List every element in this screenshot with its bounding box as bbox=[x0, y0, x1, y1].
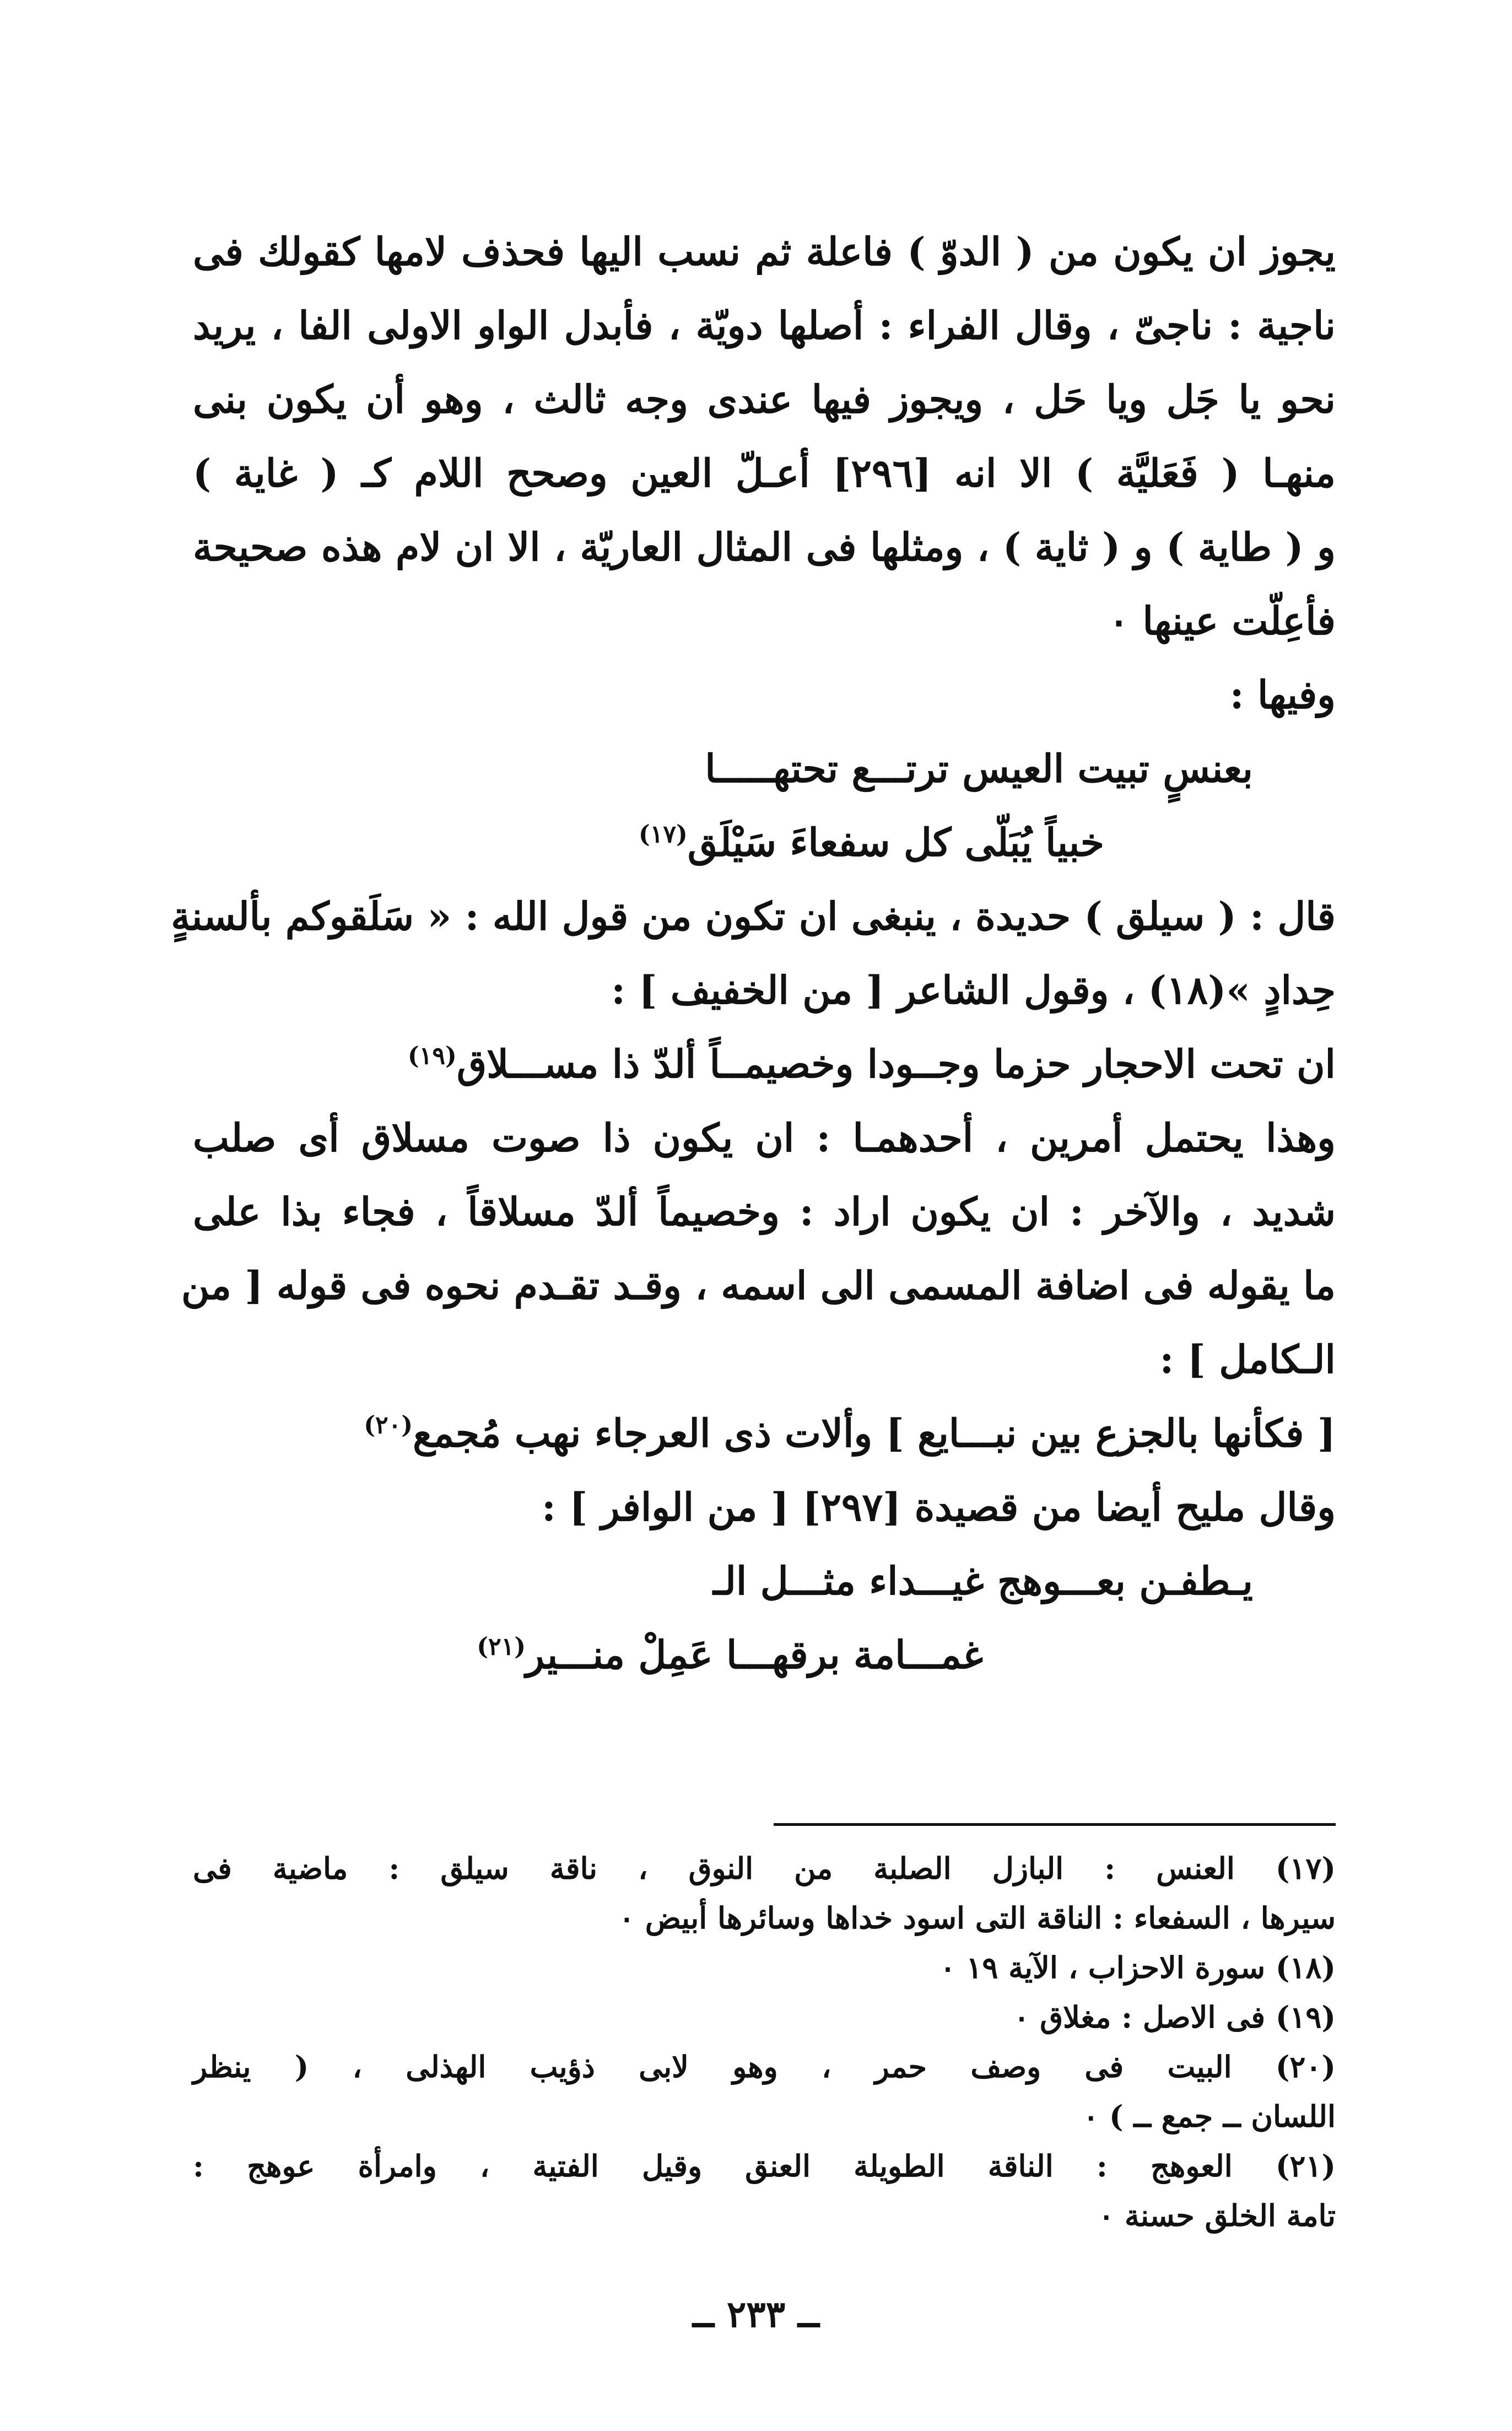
body-line: وفيها : bbox=[1229, 672, 1336, 718]
footnote-line: (٢٠) البيت فى وصف حمر ، وهو لابى ذؤيب الهذلى ، ( ينظر bbox=[193, 2049, 1336, 2084]
footnote-divider bbox=[774, 1823, 1336, 1826]
verse-1-hemistich-2 bbox=[193, 806, 1336, 880]
verse-text: يـطفـن بعـــوهج غيـــداء مثـــل الـ bbox=[713, 1558, 1253, 1604]
body-line: فأعِلّت عينها ٠ bbox=[1108, 598, 1336, 644]
verse-text: خبياً يُبَلّى كل سفعاءَ سَيْلَق bbox=[687, 820, 1104, 865]
body-line: حِدادٍ »(١٨) ، وقول الشاعر [ من الخفيف ] : bbox=[611, 967, 1336, 1013]
footnote-line: سيرها ، السفعاء : الناقة التى اسود خداها وسائرها أبيض ٠ bbox=[618, 1900, 1336, 1936]
footnote-line: (١٩) فى الاصل : مغلاق ٠ bbox=[1013, 1999, 1336, 2035]
verse-text: ان تحت الاحجار حزما وجــودا وخصيمــاً ألدّ ذا مســـلاق bbox=[456, 1041, 1336, 1087]
verse-4-hemistich-2 bbox=[193, 1618, 1336, 1692]
footnote-ref: (١٧) bbox=[638, 820, 688, 849]
verse-text: [ فكأنها بالجزع بين نبـــايع ] وألات ذى العرجاء نهب مُجمع bbox=[413, 1410, 1336, 1456]
page-number: ــ ٢٣٣ ــ bbox=[693, 2293, 819, 2336]
body-line: وقال مليح أيضا من قصيدة [٢٩٧] [ من الوافر ] : bbox=[542, 1484, 1336, 1530]
verse-text: غمـــامة برقهـــا عَمِلْ منـــير bbox=[526, 1632, 983, 1678]
verse-3 bbox=[193, 1397, 1336, 1470]
footnotes bbox=[193, 1844, 1336, 2240]
body-line: منهـا ( فَعَليَّة ) الا انه [٢٩٦] أعـلّ العين وصحح اللام كـ ( غاية ) bbox=[193, 450, 1336, 496]
body-line: ناجية : ناجىّ ، وقال الفراء : أصلها دويّة ، فأبدل الواو الاولى الفا ، يريد bbox=[193, 303, 1336, 348]
footnote-line: اللسان ــ جمع ــ ) ٠ bbox=[1083, 2099, 1336, 2134]
body-line: قال : ( سيلق ) حديدة ، ينبغى ان تكون من قول الله : « سَلَقوكم بألسنةٍ bbox=[171, 893, 1336, 939]
body-line: نحو يا جَل ويا حَل ، ويجوز فيها عندى وجه ثالث ، وهو أن يكون بنى bbox=[193, 376, 1336, 422]
footnote-line: (٢١) العوهج : الناقة الطويلة العنق وقيل الفتية ، وامرأة عوهج : bbox=[193, 2148, 1336, 2184]
body-line: شديد ، والآخر : ان يكون اراد : وخصيماً ألدّ مسلاقاً ، فجاء بذا على bbox=[193, 1189, 1336, 1235]
verse-text: بعنسٍ تبيت العيس ترتـــع تحتهـــــا bbox=[705, 746, 1253, 791]
verse-4-hemistich-1 bbox=[193, 1544, 1336, 1618]
footnote-line: (١٨) سورة الاحزاب ، الآية ١٩ ٠ bbox=[939, 1950, 1336, 1985]
footnote-line: (١٧) العنس : البازل الصلبة من النوق ، ناقة سيلق : ماضية فى bbox=[193, 1851, 1336, 1886]
footnote-ref: (٢١) bbox=[477, 1632, 526, 1661]
body-line: يجوز ان يكون من ( الدوّ ) فاعلة ثم نسب اليها فحذف لامها كقولك فى bbox=[193, 229, 1336, 274]
body-line: ما يقوله فى اضافة المسمى الى اسمه ، وقـد تقـدم نحوه فى قوله [ من bbox=[181, 1263, 1336, 1308]
footnote-ref: (٢٠) bbox=[364, 1411, 413, 1440]
body-line: وهذا يحتمل أمرين ، أحدهمـا : ان يكون ذا صوت مسلاق أى صلب bbox=[193, 1115, 1336, 1161]
body-line: الـكامل ] : bbox=[1159, 1336, 1336, 1382]
verse-2 bbox=[193, 1027, 1336, 1101]
footnote-line: تامة الخلق حسنة ٠ bbox=[1098, 2198, 1336, 2233]
verse-1-hemistich-1 bbox=[193, 732, 1336, 806]
body-line: و ( طاية ) و ( ثاية ) ، ومثلها فى المثال العاريّة ، الا ان لام هذه صحيحة bbox=[193, 524, 1336, 570]
main-text bbox=[171, 215, 1336, 1692]
footnote-ref: (١٩) bbox=[407, 1042, 457, 1070]
